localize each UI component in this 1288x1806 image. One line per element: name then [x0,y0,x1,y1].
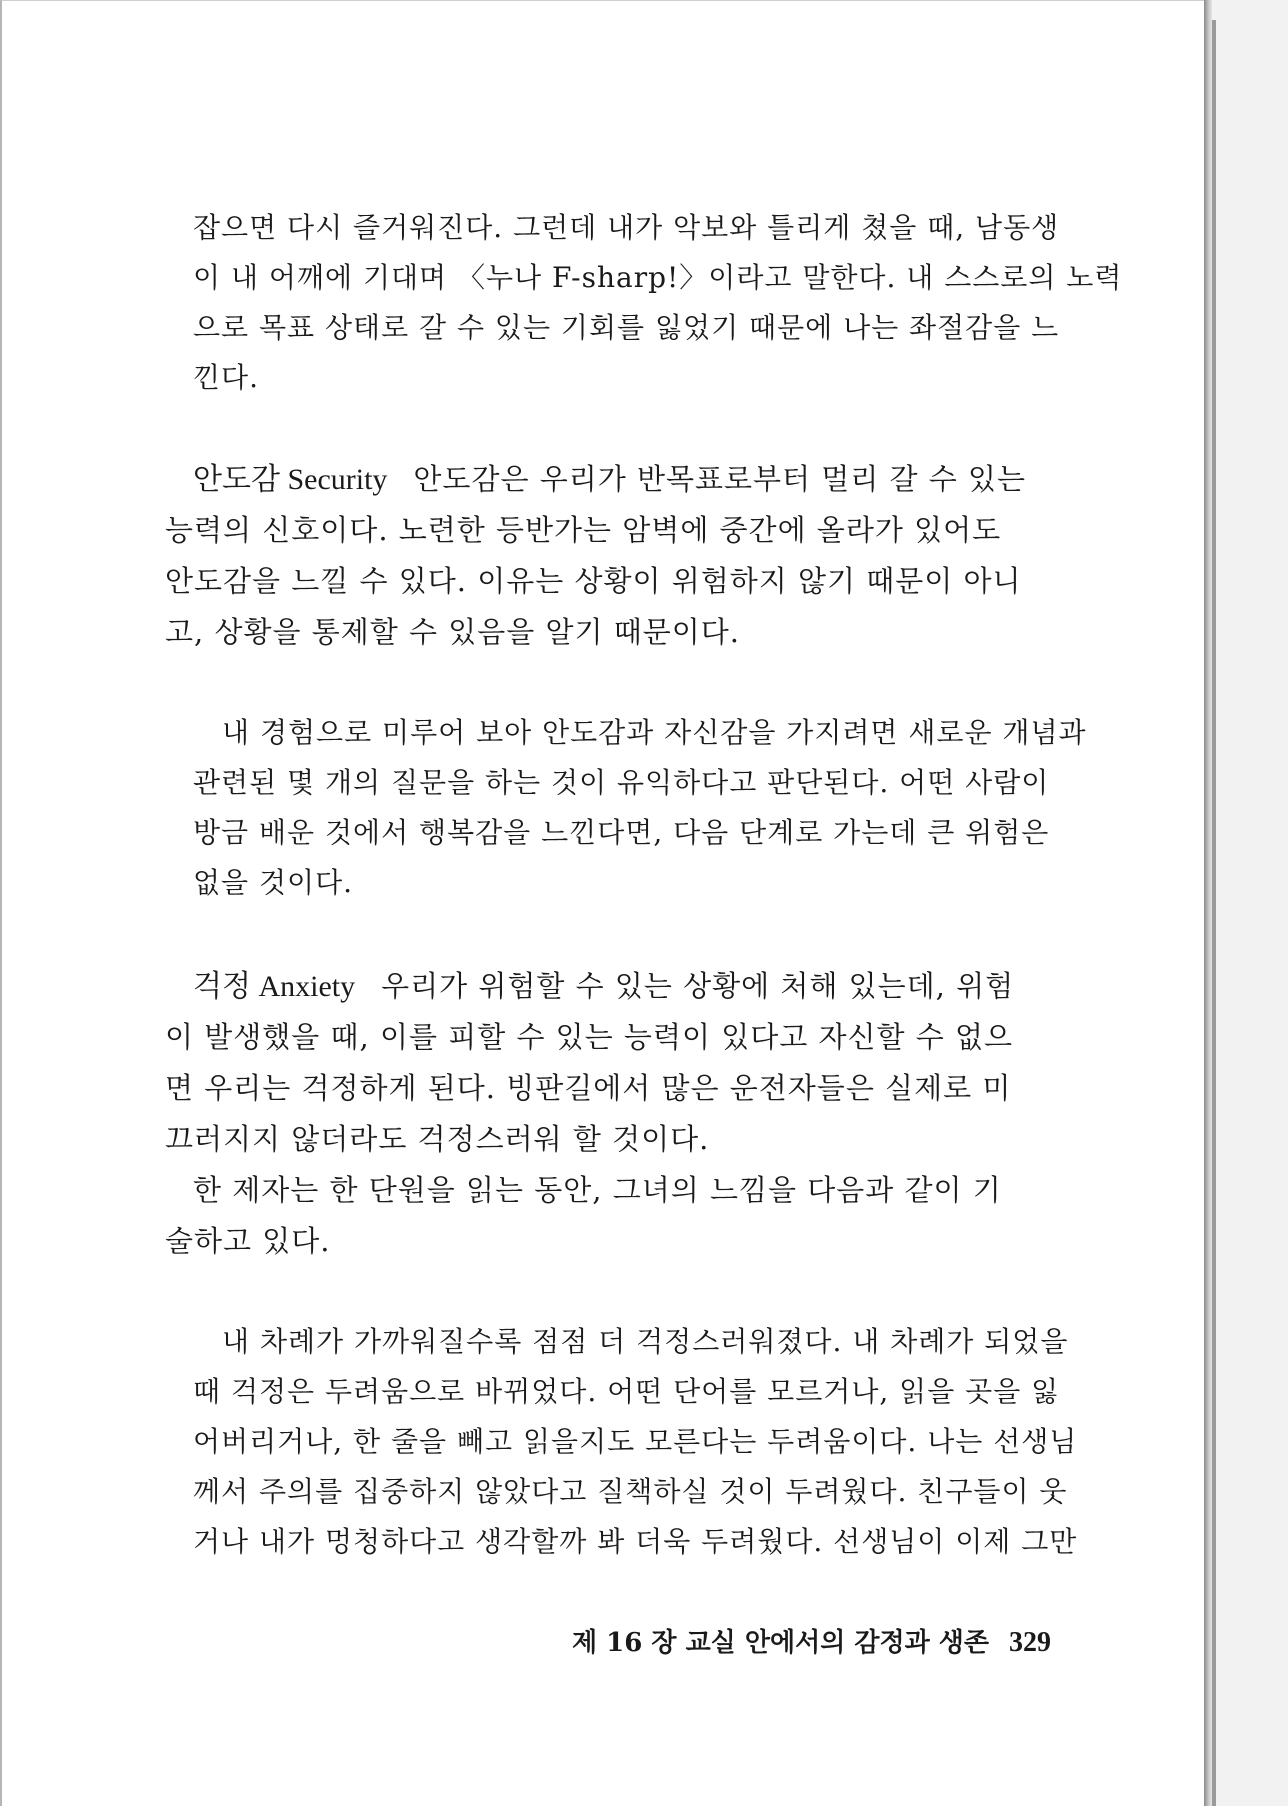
text-line: 내 차례가 가까워질수록 점점 더 걱정스러워졌다. 내 차례가 되었을 [222,1325,1069,1358]
page-edge-stack [1212,20,1216,1806]
chapter-title: 제 16 장 교실 안에서의 감정과 생존 [572,1628,990,1658]
text-span: 안도감은 우리가 반목표로부터 멀리 갈 수 있는 [413,462,1026,496]
text-line: 이 발생했을 때, 이를 피할 수 있는 능력이 있다고 자신할 수 없으 [165,1020,1013,1054]
text-line: 으로 목표 상태로 갈 수 있는 기회를 잃었기 때문에 나는 좌절감을 느 [193,311,1060,344]
text-line: 잡으면 다시 즐거워진다. 그런데 내가 악보와 틀리게 쳤을 때, 남동생 [193,211,1060,244]
term-security: 안도감 Security [193,463,388,496]
text-line [193,970,1014,1003]
text-line: 없을 것이다. [193,866,354,899]
page-footer [572,1626,1052,1660]
text-line: 관련된 몇 개의 질문을 하는 것이 유익하다고 판단된다. 어떤 사람이 [193,766,1050,799]
text-line: 때 걱정은 두려움으로 바뀌었다. 어떤 단어를 모르거나, 읽을 곳을 잃 [193,1375,1060,1408]
text-line: 이 내 어깨에 기대며 〈누나 F-sharp!〉이라고 말한다. 내 스스로의 노력 [193,261,1123,294]
page-edge-shadow [1204,0,1212,1806]
text-line: 한 제자는 한 단원을 읽는 동안, 그녀의 느낌을 다음과 같이 기 [193,1173,1002,1207]
text-line: 내 경험으로 미루어 보아 안도감과 자신감을 가지려면 새로운 개념과 [222,716,1087,749]
text-span: 우리가 위험할 수 있는 상황에 처해 있는데, 위험 [381,969,1015,1003]
text-line: 어버리거나, 한 줄을 빼고 읽을지도 모른다는 두려움이다. 나는 선생님 [193,1425,1078,1458]
text-line: 끄러지지 않더라도 걱정스러워 할 것이다. [165,1122,710,1156]
text-line: 방금 배운 것에서 행복감을 느낀다면, 다음 단계로 가는데 큰 위험은 [193,816,1050,849]
text-line [193,463,1026,496]
text-line: 능력의 신호이다. 노련한 등반가는 암벽에 중간에 올라가 있어도 [165,513,1002,547]
page-number: 329 [1009,1627,1052,1658]
text-line: 낀다. [193,361,259,394]
term-anxiety: 걱정 Anxiety [193,970,356,1003]
text-line: 께서 주의를 집중하지 않았다고 질책하실 것이 두려웠다. 친구들이 웃 [193,1475,1068,1508]
text-line: 술하고 있다. [165,1224,331,1258]
text-line: 안도감을 느낄 수 있다. 이유는 상황이 위험하지 않기 때문이 아니 [165,564,1022,598]
text-line: 면 우리는 걱정하게 된다. 빙판길에서 많은 운전자들은 실제로 미 [165,1071,1012,1105]
text-line: 고, 상황을 통제할 수 있음을 알기 때문이다. [165,615,740,649]
text-line: 거나 내가 멍청하다고 생각할까 봐 더욱 두려웠다. 선생님이 이제 그만 [193,1525,1078,1558]
